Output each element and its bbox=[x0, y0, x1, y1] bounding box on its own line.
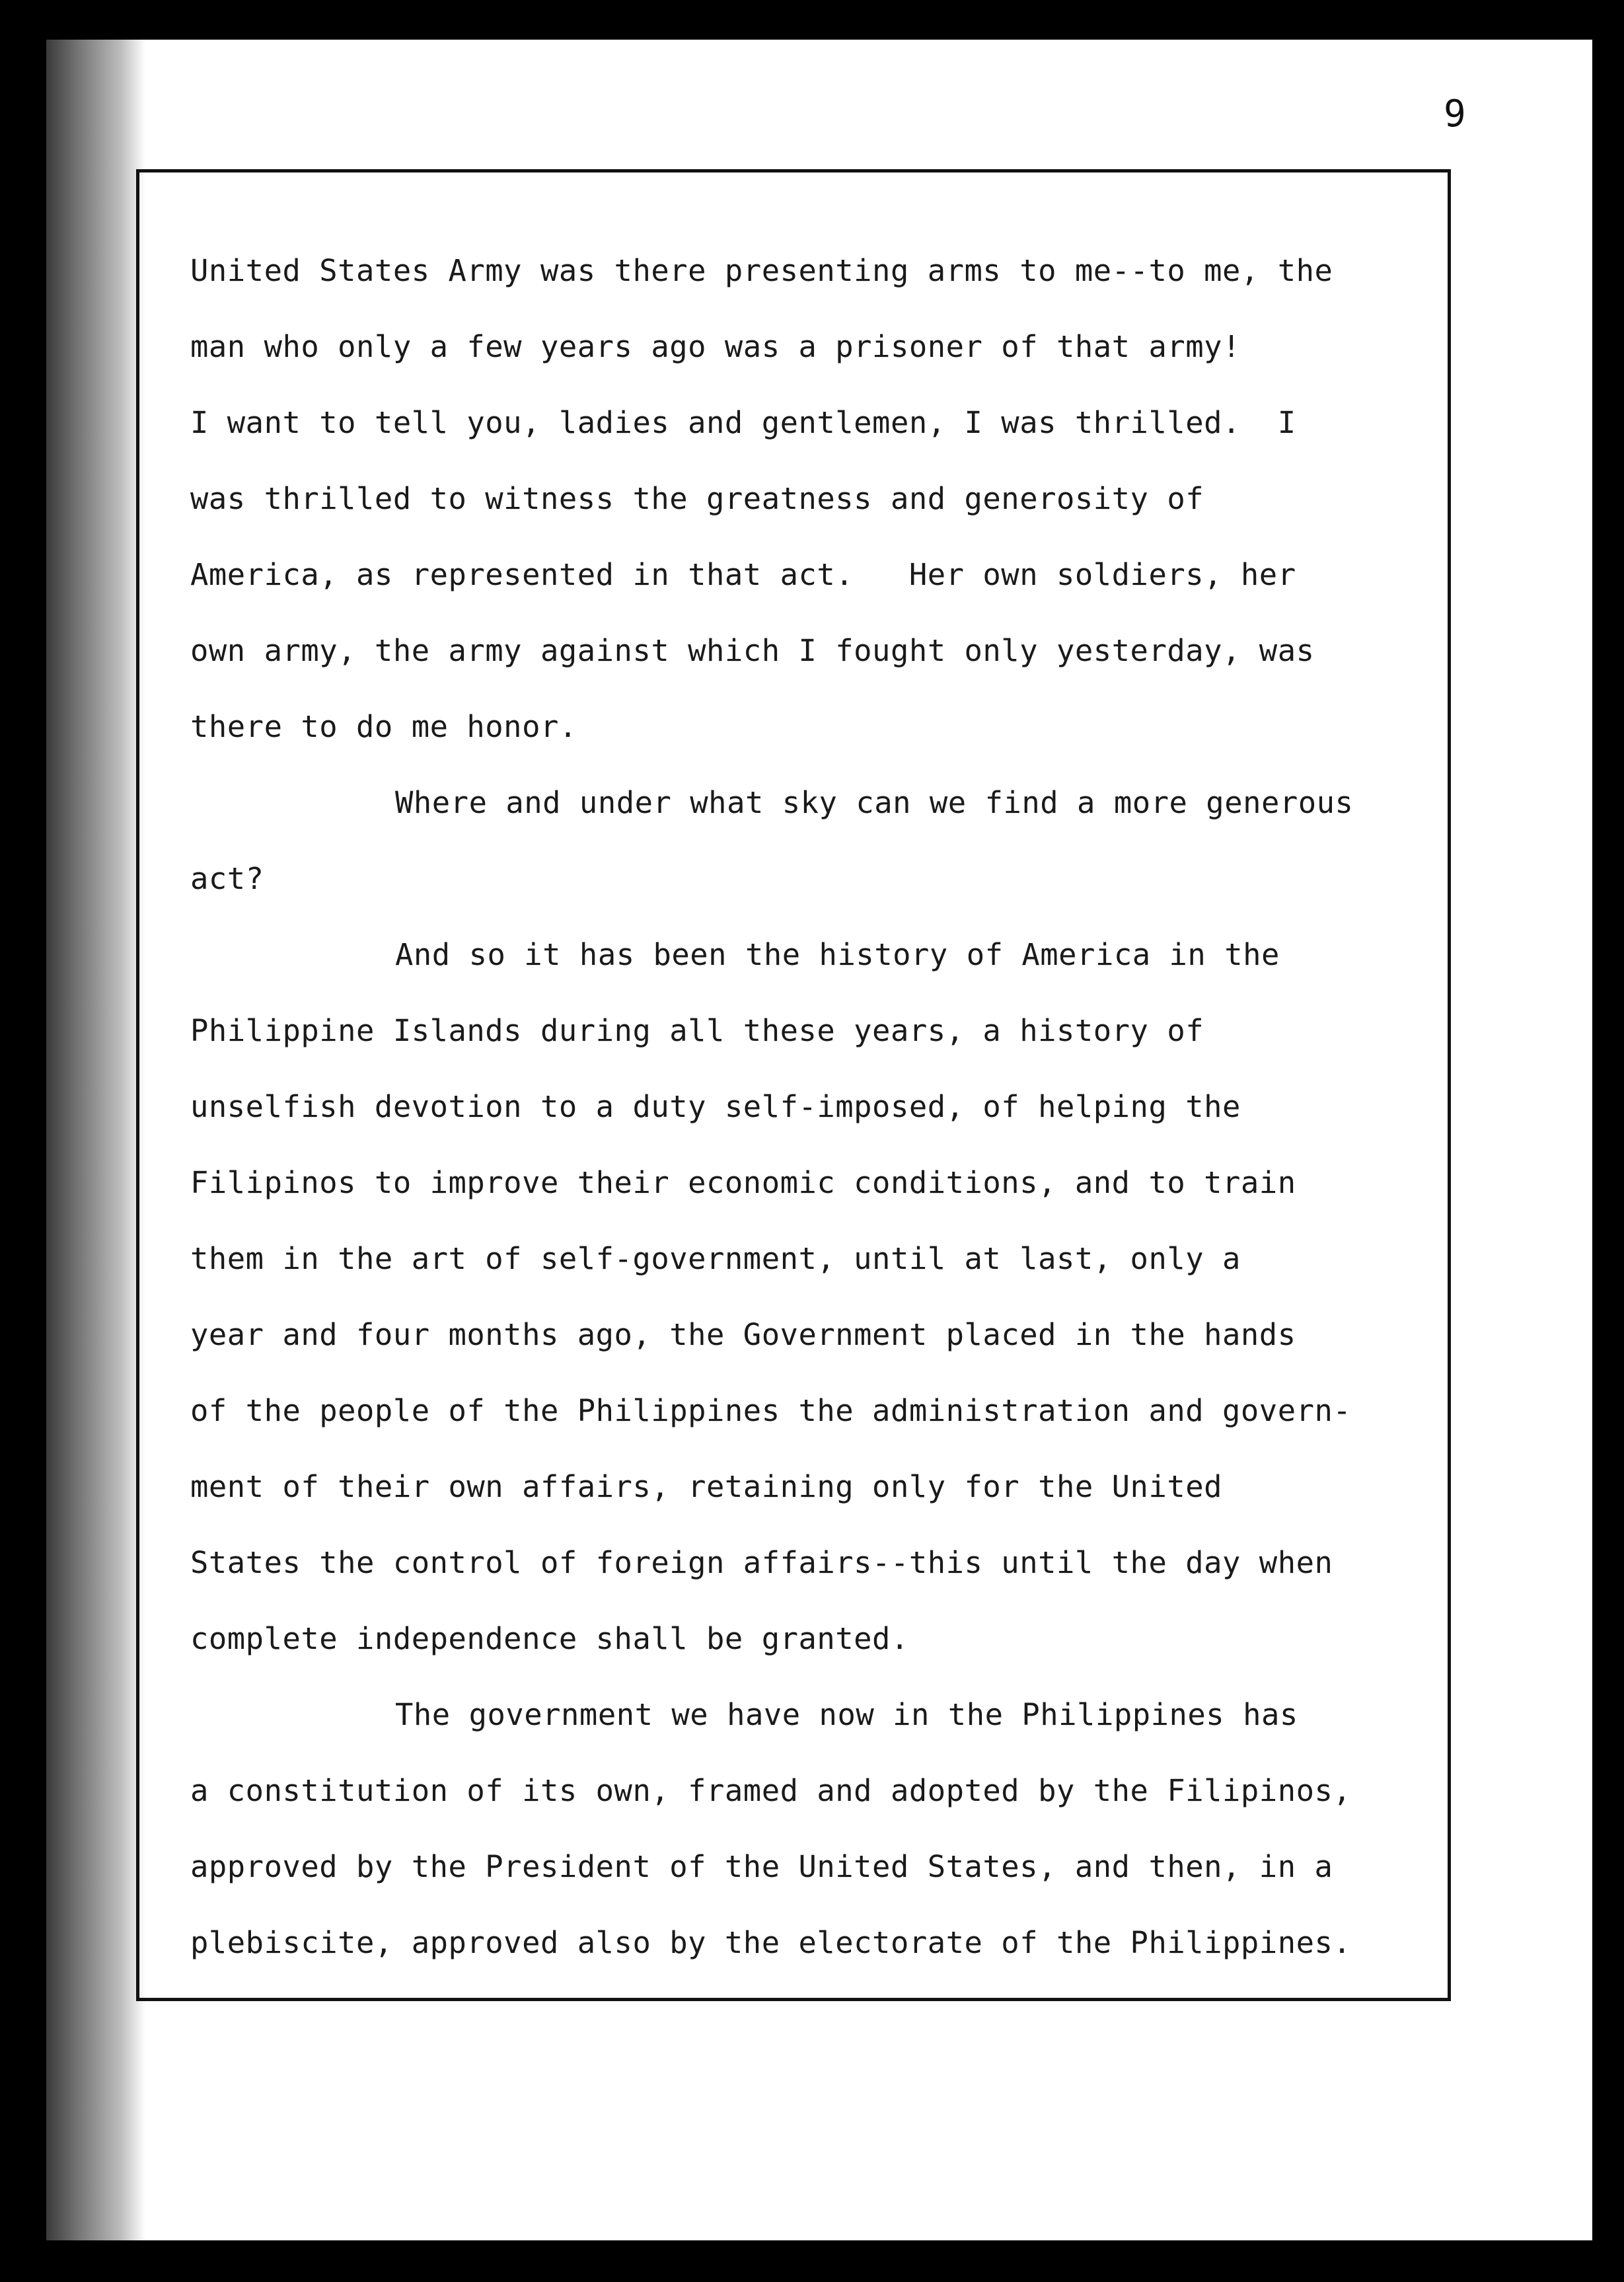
typed-page bbox=[46, 40, 1592, 2240]
text-line: own army, the army against which I fought only yesterday, was bbox=[190, 633, 1315, 668]
text-line: man who only a few years ago was a prisoner of that army! bbox=[190, 329, 1241, 364]
text-line: complete independence shall be granted. bbox=[190, 1621, 909, 1656]
text-line: a constitution of its own, framed and adopted by the Filipinos, bbox=[190, 1773, 1352, 1808]
text-line: of the people of the Philippines the administration and govern- bbox=[190, 1393, 1352, 1428]
text-line: plebiscite, approved also by the electorate of the Philippines. bbox=[190, 1925, 1352, 1960]
text-line: unselfish devotion to a duty self-imposed, of helping the bbox=[190, 1089, 1241, 1124]
text-line: And so it has been the history of America in the bbox=[395, 937, 1280, 972]
text-line: United States Army was there presenting arms to me--to me, the bbox=[190, 253, 1333, 288]
text-line: was thrilled to witness the greatness and generosity of bbox=[190, 481, 1204, 516]
text-line: approved by the President of the United States, and then, in a bbox=[190, 1849, 1333, 1884]
text-line: them in the art of self-government, until at last, only a bbox=[190, 1241, 1241, 1276]
text-line: States the control of foreign affairs--this until the day when bbox=[190, 1545, 1333, 1580]
binding-shadow bbox=[46, 40, 145, 2240]
page-number: 9 bbox=[1444, 93, 1466, 135]
text-line: act? bbox=[190, 861, 264, 896]
text-line: I want to tell you, ladies and gentlemen, I was thrilled. I bbox=[190, 405, 1296, 440]
text-line: year and four months ago, the Government placed in the hands bbox=[190, 1317, 1296, 1352]
text-line: Philippine Islands during all these years, a history of bbox=[190, 1013, 1204, 1048]
text-line: there to do me honor. bbox=[190, 709, 577, 744]
text-line: America, as represented in that act. Her own soldiers, her bbox=[190, 557, 1296, 592]
text-line: The government we have now in the Philippines has bbox=[395, 1697, 1298, 1732]
text-line: Where and under what sky can we find a more generous bbox=[395, 785, 1354, 820]
text-line: ment of their own affairs, retaining only for the United bbox=[190, 1469, 1223, 1504]
text-line: Filipinos to improve their economic conditions, and to train bbox=[190, 1165, 1296, 1200]
